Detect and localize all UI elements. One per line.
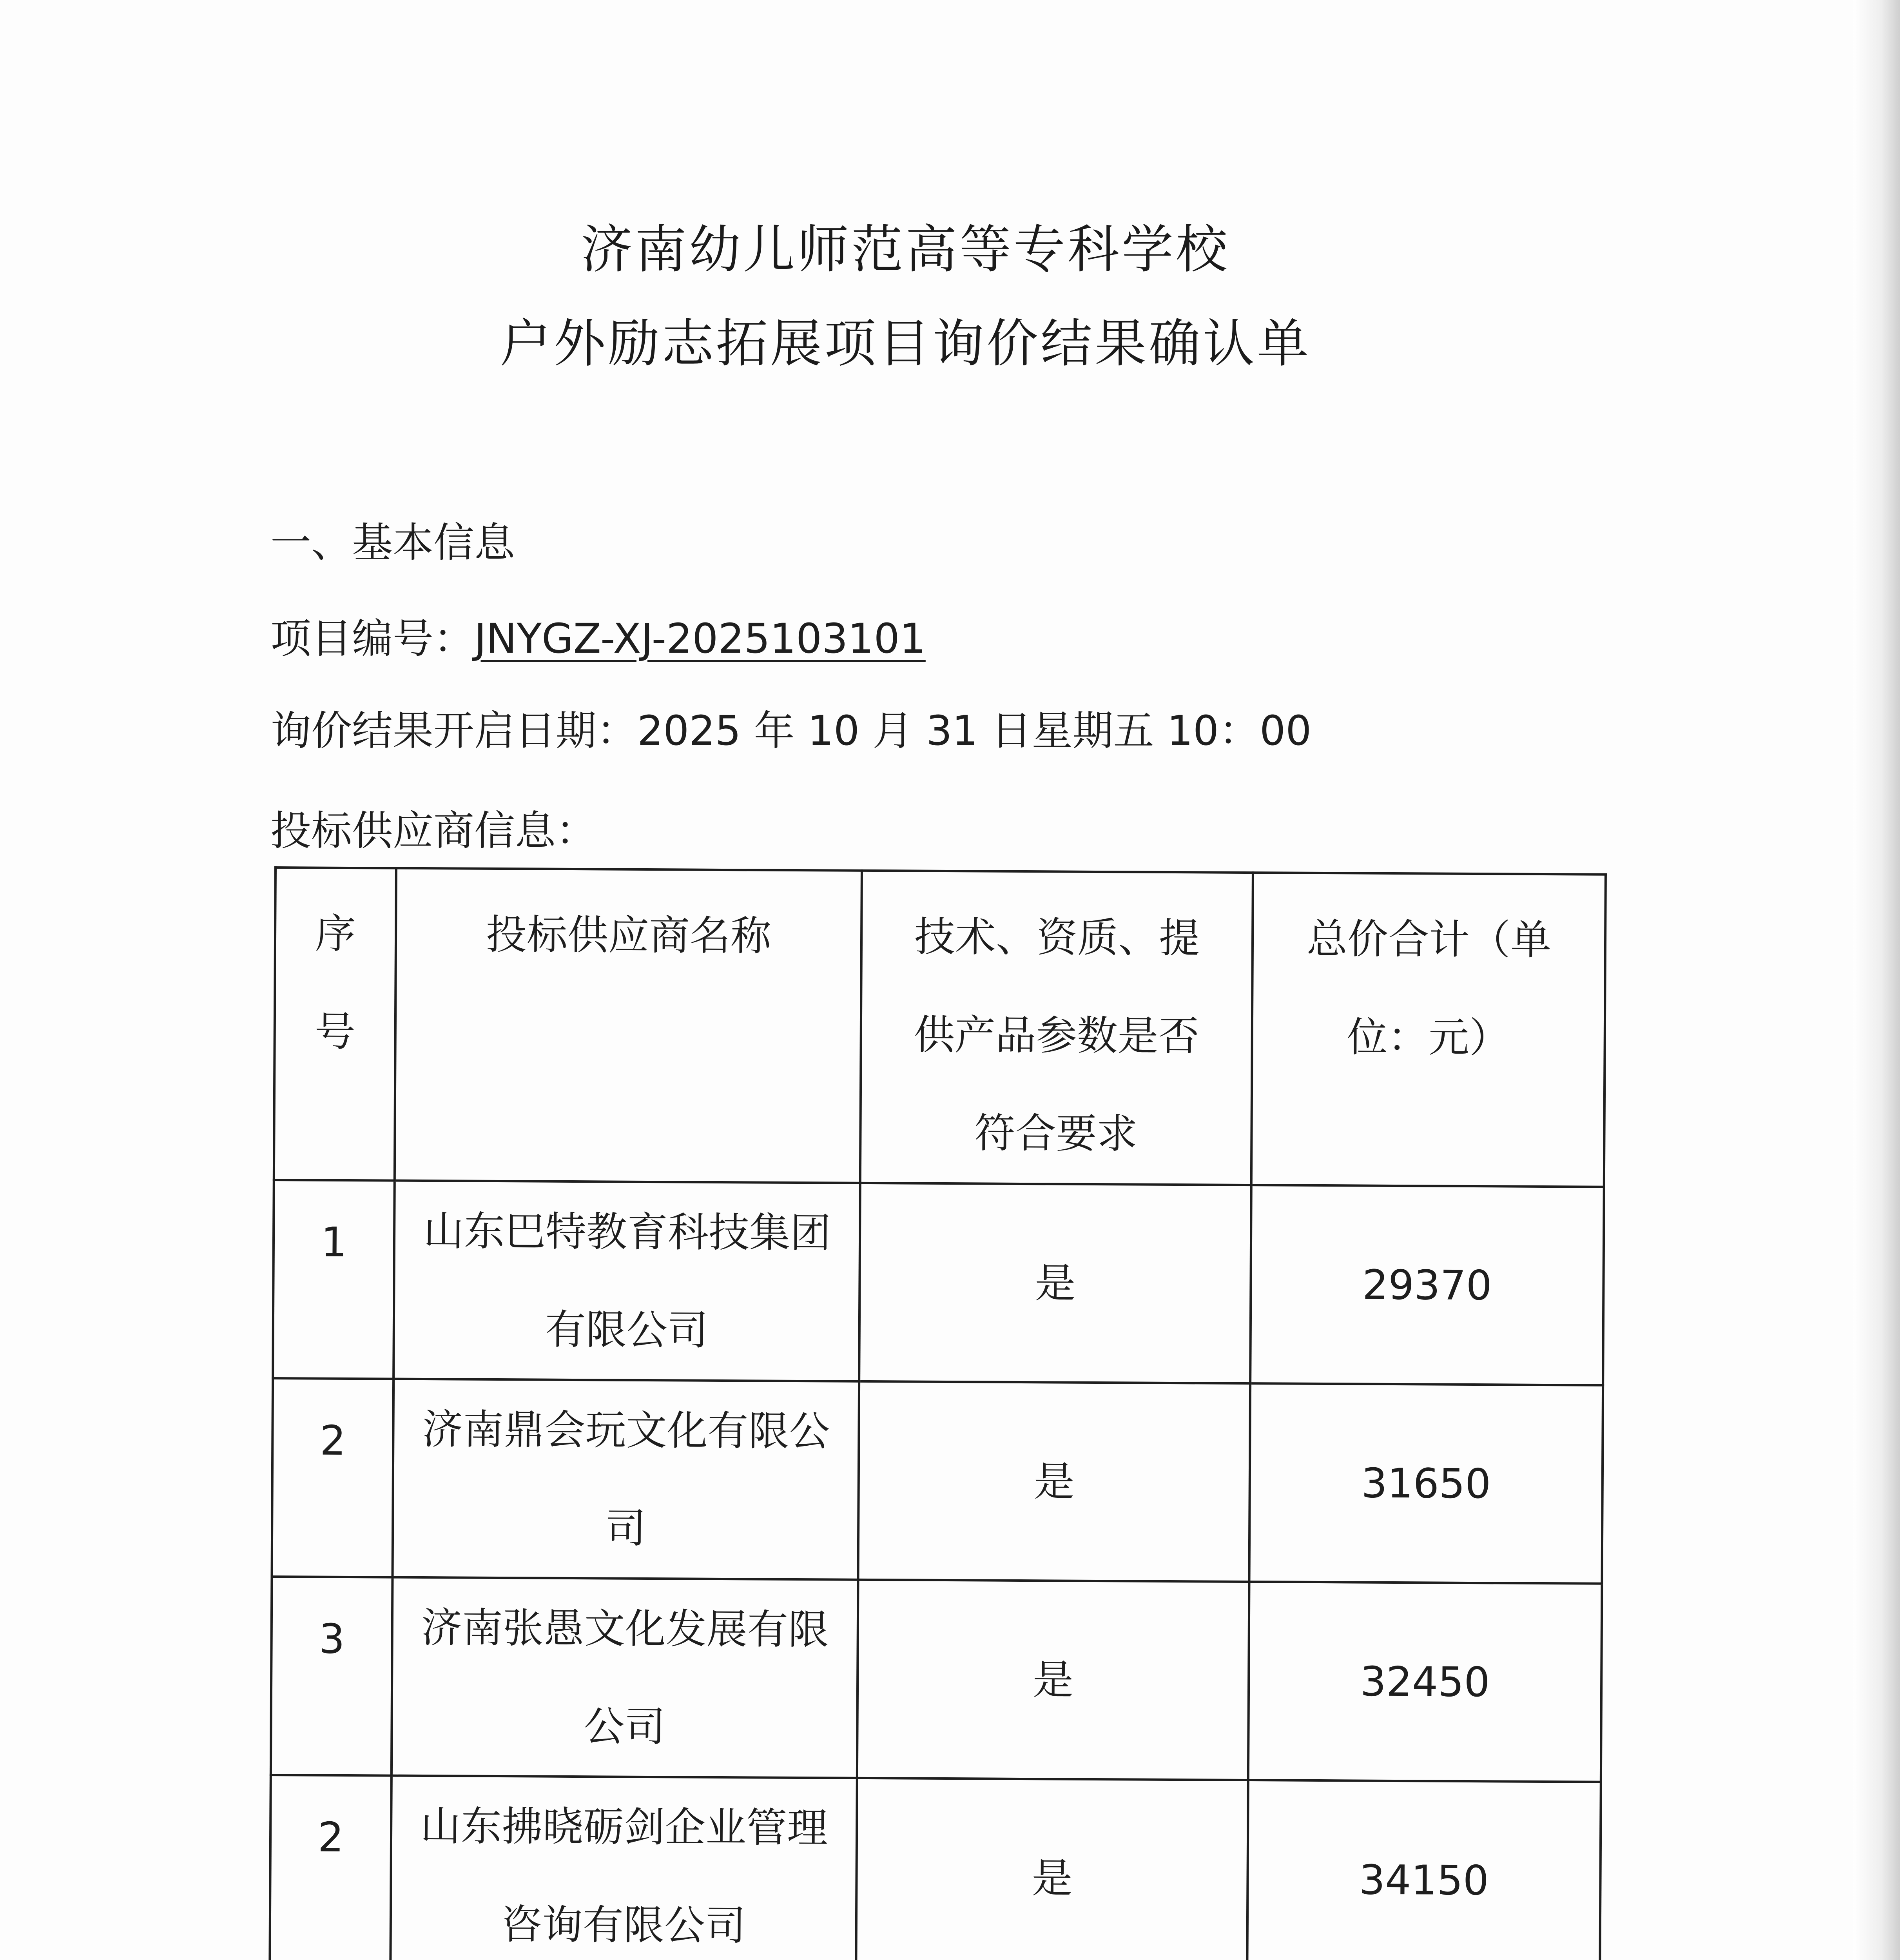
table-header-row: [274, 867, 1606, 1187]
document-title-school: 济南幼儿师范高等专科学校: [581, 220, 1230, 280]
document-title-form: 户外励志拓展项目询价结果确认单: [500, 314, 1311, 374]
table-row: [271, 1577, 1602, 1782]
cell-no: [271, 1577, 393, 1776]
header-supplier-name-label: 投标供应商名称: [486, 910, 772, 960]
cell-no: [272, 1378, 394, 1577]
cell-no: [273, 1180, 395, 1379]
cell-total-price: 32450: [1248, 1582, 1602, 1782]
cell-compliance: 是: [859, 1183, 1251, 1383]
cell-total-price: 29370: [1250, 1185, 1604, 1385]
project-number-line: [270, 606, 926, 664]
open-date-label: 询价结果开启日期：: [270, 707, 638, 755]
open-date-value: 2025 年 10 月 31 日星期五 10：00: [637, 707, 1312, 755]
cell-no: [270, 1775, 392, 1960]
row-number: 2: [317, 1813, 344, 1861]
table-row: [273, 1180, 1604, 1385]
header-no-label: 序号: [314, 909, 356, 1056]
cell-compliance: 是: [856, 1778, 1248, 1960]
open-date-line: [270, 698, 1311, 757]
cell-supplier-name: 山东巴特教育科技集团有限公司: [393, 1181, 860, 1381]
table-row: [272, 1378, 1603, 1584]
cell-compliance: 是: [858, 1381, 1250, 1582]
cell-supplier-name: 济南张愚文化发展有限公司: [392, 1577, 858, 1778]
header-compliance: [860, 871, 1253, 1185]
cell-supplier-name: 济南鼎会玩文化有限公司: [393, 1379, 859, 1580]
bidder-table: [268, 866, 1607, 1960]
header-no: [274, 867, 396, 1181]
header-compliance-label: 技术、资质、提供产品参数是否符合要求: [914, 913, 1200, 1158]
table-row: [270, 1775, 1601, 1960]
scan-edge-shadow: [1853, 0, 1900, 1960]
project-number-label: 项目编号：: [270, 615, 475, 662]
cell-total-price: 34150: [1247, 1780, 1601, 1960]
row-number: 1: [321, 1218, 347, 1266]
section-heading-basic-info: 一、基本信息: [270, 519, 515, 566]
cell-compliance: 是: [857, 1580, 1249, 1780]
header-total-price-label: 总价合计（单位：元）: [1306, 915, 1552, 1062]
row-number: 3: [319, 1615, 345, 1663]
cell-supplier-name: 山东拂晓砺剑企业管理咨询有限公司: [390, 1776, 857, 1960]
cell-total-price: 31650: [1249, 1383, 1603, 1584]
bidders-heading: 投标供应商信息：: [270, 807, 597, 855]
header-supplier-name: [395, 868, 862, 1183]
header-total-price: [1251, 873, 1606, 1187]
row-number: 2: [319, 1416, 346, 1465]
project-number-value: JNYGZ-XJ-2025103101: [474, 615, 926, 662]
